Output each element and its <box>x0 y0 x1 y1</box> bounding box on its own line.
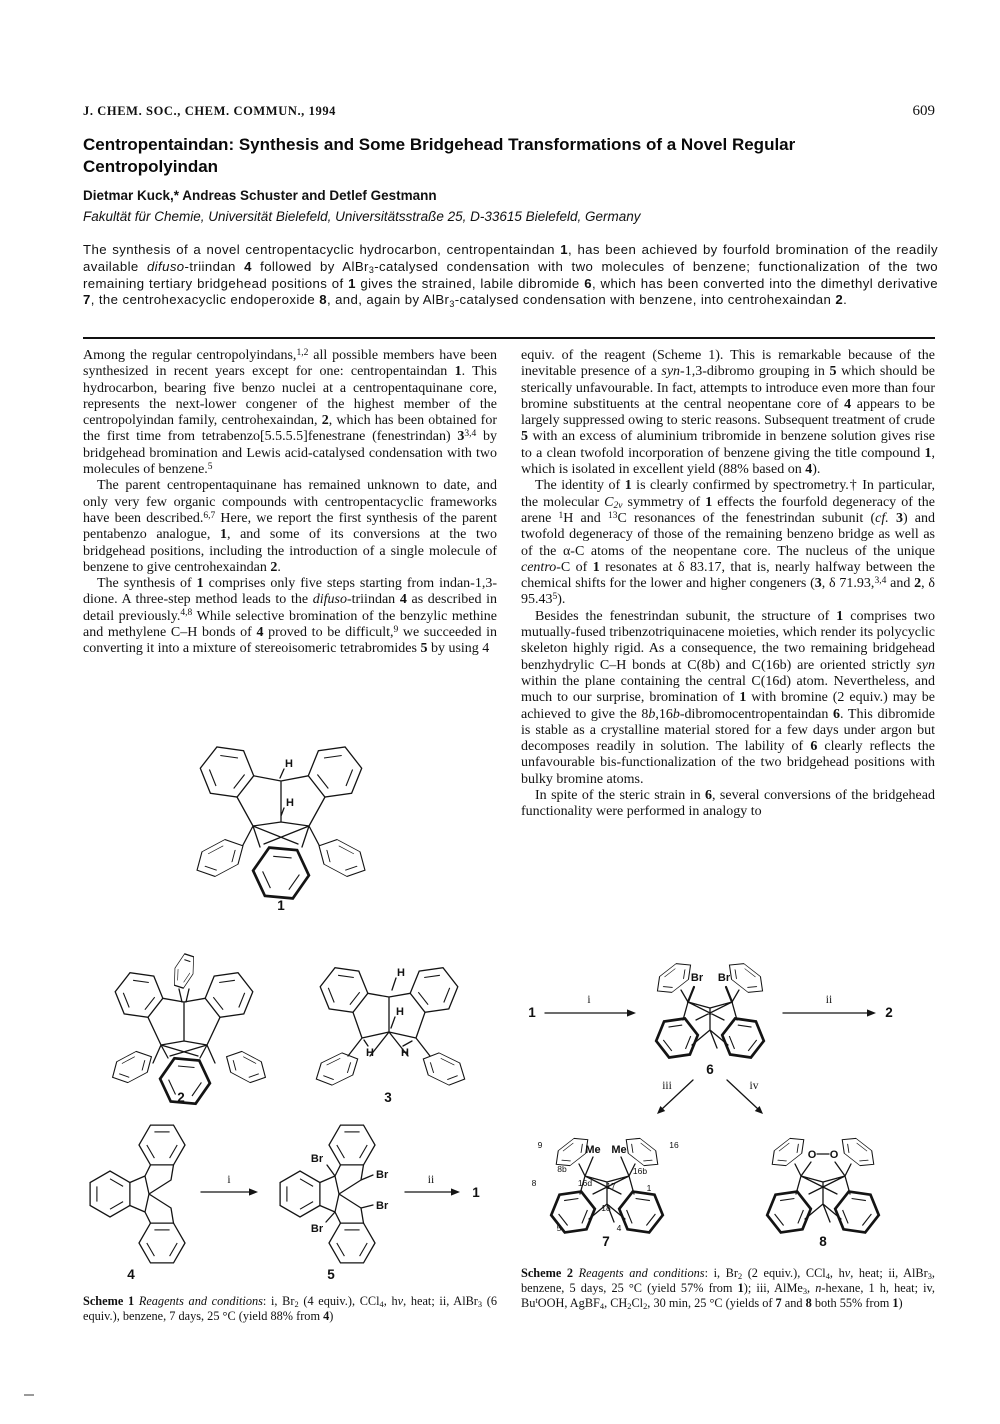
abstract-divider-rule <box>83 337 935 339</box>
aromatic-inner-bond <box>228 850 240 862</box>
right-column <box>521 348 935 821</box>
step-label-ii: ii <box>427 1174 435 1186</box>
article-title: Centropentaindan: Synthesis and Some Bridgehead Transformations of a Novel Regular Centropolyindan <box>83 135 796 176</box>
h-atom-label: H <box>366 1047 374 1059</box>
step-label-iv: iv <box>749 1080 759 1092</box>
aromatic-inner-bond <box>780 1199 794 1201</box>
compound-label-2: 2 <box>177 1090 185 1105</box>
aromatic-inner-bond <box>747 982 757 992</box>
structure-7 <box>532 1132 679 1249</box>
aromatic-inner-bond <box>663 982 673 992</box>
reaction-arrow-iii <box>657 1080 693 1114</box>
aromatic-inner-bond <box>563 1143 573 1151</box>
benzo-ring <box>410 968 458 1013</box>
aromatic-inner-bond <box>748 1040 757 1051</box>
benzo-ring <box>205 973 253 1018</box>
aromatic-inner-bond <box>663 1040 672 1051</box>
compound-label-7: 7 <box>602 1234 610 1249</box>
aromatic-inner-bond <box>170 1243 178 1256</box>
aromatic-inner-bond <box>738 1025 752 1027</box>
aromatic-inner-bond <box>360 1243 368 1256</box>
aromatic-inner-bond <box>679 969 689 979</box>
aromatic-inner-bond <box>138 1060 148 1070</box>
scheme-2-figure <box>521 948 935 1260</box>
position-label: 18 <box>601 1203 611 1213</box>
aromatic-inner-bond <box>731 969 741 979</box>
aromatic-inner-bond <box>338 975 354 977</box>
page-number: 609 <box>912 103 935 119</box>
aromatic-inner-bond <box>686 1036 691 1049</box>
aromatic-inner-bond <box>641 1143 651 1151</box>
aromatic-inner-bond <box>862 1214 871 1226</box>
structure-2-figure <box>95 953 310 1115</box>
compound-label-4: 4 <box>127 1267 135 1282</box>
step-label-i: i <box>587 994 591 1006</box>
h-atom-label: H <box>401 1047 409 1059</box>
aromatic-inner-bond <box>646 1214 655 1226</box>
aromatic-inner-bond <box>234 775 245 789</box>
aromatic-inner-bond <box>564 1199 578 1201</box>
aromatic-inner-bond <box>239 993 245 1008</box>
aromatic-inner-bond <box>798 1210 804 1223</box>
aromatic-inner-bond <box>360 1145 368 1158</box>
reaction-arrow-i <box>545 994 636 1017</box>
bond-network <box>348 978 430 1056</box>
br-atom-label: Br <box>310 1153 324 1165</box>
aromatic-inner-bond <box>328 988 334 1003</box>
aromatic-inner-bond <box>184 960 190 962</box>
aromatic-inner-bond <box>418 992 428 1005</box>
compound-label-1: 1 <box>277 898 285 913</box>
aromatic-inner-bond <box>147 1243 155 1256</box>
position-label: 9 <box>537 1140 543 1150</box>
aromatic-inner-bond <box>582 1210 588 1223</box>
benzo-ring-front <box>253 848 309 899</box>
aromatic-inner-bond <box>133 980 149 982</box>
structure-8 <box>766 1132 879 1249</box>
o-atom-label: O <box>807 1149 817 1161</box>
br-atom-label: Br <box>310 1223 324 1235</box>
aromatic-inner-bond <box>350 992 360 1005</box>
paragraph: Besides the fenestrindan subunit, the structure of 1 comprises two mutually-fused tribenzotriquinacene moieties, which render its polycyclic skeleton highly rigid. As a consequence, the two remaining bridgehead benzhydrylic C–H bonds at C(8b) and C(16b) are oriented strictly syn within the plane containing the central C(16d) atom. Nevertheless, and much to our surprise, bromination of 1 with bromine (2 equiv.) may be achieved to give the 8b,16b-dibromocentropentaindan 6. This dibromide is stable as a crystalline material stored for a few days under argon but decomposes readily in solution. The lability of 6 clearly reflects the unfavourable bis-functionalization of the two bridgehead positions with bulky bromine atoms. <box>521 608 935 787</box>
aromatic-inner-bond <box>209 770 216 787</box>
o-atom-label: O <box>829 1149 839 1161</box>
aromatic-inner-bond <box>859 1156 868 1165</box>
aromatic-inner-bond <box>145 997 155 1010</box>
aromatic-inner-bond <box>844 1144 853 1153</box>
aromatic-inner-bond <box>213 997 223 1010</box>
aromatic-inner-bond <box>110 1179 123 1187</box>
position-label: 8b <box>557 1164 567 1174</box>
structure-1-figure <box>180 736 440 924</box>
benzo-ring <box>115 973 163 1018</box>
aromatic-inner-bond <box>344 1062 354 1073</box>
aromatic-inner-bond <box>636 1199 650 1201</box>
aromatic-inner-bond <box>779 1143 789 1151</box>
product-label-1: 1 <box>472 1185 480 1200</box>
position-label: 17 <box>606 1181 616 1191</box>
structure-5 <box>280 1125 389 1282</box>
structure-6 <box>651 957 768 1077</box>
author-line: Dietmar Kuck,* Andreas Schuster and Detlef Gestmann <box>83 188 437 203</box>
scheme-1-figure <box>83 1122 497 1290</box>
position-label: 8 <box>531 1178 537 1188</box>
benzo-ring-top <box>170 953 198 990</box>
aromatic-inner-bond <box>220 756 238 759</box>
me-group-label: Me <box>585 1144 601 1156</box>
aromatic-inner-bond <box>729 1036 734 1049</box>
reaction-arrow-i <box>201 1174 258 1196</box>
aromatic-inner-bond <box>175 969 181 980</box>
benzo-ring-front <box>160 1058 210 1103</box>
aromatic-inner-bond <box>346 770 353 787</box>
compound-label-5: 5 <box>327 1267 335 1282</box>
aromatic-inner-bond <box>793 1144 802 1153</box>
paragraph: Among the regular centropolyindans,$^{1,2}$ all possible members have been synthesized in recent years except for one: centropentaindan 1. This hydrocarbon, bearing five benzo nuclei at a centropentaquinane core, represents the next-lower congener of the highest member of the centropolyindan family, centrohexaindan, 2, which has been obtained for the first time from tetrabenzo[5.5.5.5]fenestrane (fenestrindan) 3$^{3,4}$ by bridgehead bromination and Lewis acid-catalysed condensation with two molecules of benzene.$^5$ <box>83 347 497 478</box>
aromatic-inner-bond <box>289 875 300 890</box>
benzo-ring-wing <box>107 1046 157 1088</box>
aromatic-inner-bond <box>643 1156 652 1165</box>
aromatic-inner-bond <box>273 856 291 858</box>
margin-mark <box>24 1394 34 1396</box>
position-label: 1 <box>646 1183 652 1193</box>
aromatic-inner-bond <box>843 1210 849 1223</box>
aromatic-inner-bond <box>178 1066 195 1068</box>
structure-3-figure <box>308 956 478 1114</box>
aromatic-inner-bond <box>447 1072 457 1083</box>
aromatic-inner-bond <box>628 1144 637 1153</box>
aromatic-inner-bond <box>852 1199 866 1201</box>
aromatic-inner-bond <box>249 1070 259 1080</box>
benzo-ring-wing <box>418 1048 470 1090</box>
benzo-ring-wing <box>311 1048 363 1090</box>
paragraph: The parent centropentaquinane has remained unknown to date, and only very few organic compounds with centropentacyclic frameworks have been described.$^{6,7}$ Here, we report the first synthesis of the parent pentabenzo analogue, 1, and some of its conversions at the two bridgehead positions, including the introduction of a single molecule of benzene to give centrohexaindan 2. <box>83 478 497 575</box>
aromatic-inner-bond <box>119 1070 129 1080</box>
aromatic-inner-bond <box>147 1145 155 1158</box>
aromatic-inner-bond <box>170 1145 178 1158</box>
scheme-2-caption: Scheme 2 Reagents and conditions: i, $Br_2$ (2 equiv.), CCl$_4$, hν, heat; ii, AlBr$_3$, benzene, 5 days, 25 °C (yield 57% from 1); iii, AlMe$_3$, n-hexane, 1 h, heat; iv, Bu$^t$OOH, AgBF$_4$, $CH_2Cl_2$, 30 min, 25 °C (yields of 7 and 8 both 55% from 1) <box>521 1266 935 1311</box>
aromatic-inner-bond <box>444 988 450 1003</box>
reaction-arrow-ii <box>783 994 876 1017</box>
reaction-arrow-iv <box>727 1080 763 1114</box>
aromatic-inner-bond <box>745 969 756 977</box>
position-label: 5 <box>556 1223 562 1233</box>
aromatic-inner-bond <box>775 1214 784 1226</box>
arrowhead <box>627 1009 636 1016</box>
step-label-ii: ii <box>825 994 833 1006</box>
benzo-ring-wing <box>190 833 249 882</box>
position-label: 16 <box>669 1140 679 1150</box>
aromatic-inner-bond <box>219 980 235 982</box>
aromatic-inner-bond <box>322 850 334 862</box>
aromatic-inner-bond <box>263 871 271 888</box>
benzo-ring <box>308 747 361 797</box>
aromatic-inner-bond <box>317 775 328 789</box>
journal-citation: J. CHEM. SOC., CHEM. COMMUN., 1994 <box>83 104 337 118</box>
benzo-ring-wing <box>312 833 371 882</box>
h-atom-label: H <box>397 967 405 979</box>
benzo-ring <box>200 747 253 797</box>
aromatic-inner-bond <box>300 1179 313 1187</box>
position-label: 16b <box>632 1166 648 1176</box>
aromatic-inner-bond <box>184 972 190 983</box>
scheme-1-caption: Scheme 1 Reagents and conditions: i, $Br_2$ (4 equiv.), CCl$_4$, hν, heat; ii, AlBr$_3$ (6 equiv.), benzene, 7 days, 25 °C (yield 88% from 4) <box>83 1294 498 1323</box>
aromatic-inner-bond <box>205 862 217 874</box>
benzo-ring <box>320 968 368 1013</box>
aromatic-inner-bond <box>627 1210 633 1223</box>
aromatic-inner-bond <box>664 969 675 977</box>
start-label-1: 1 <box>528 1005 536 1020</box>
aromatic-inner-bond <box>192 1082 201 1096</box>
aromatic-inner-bond <box>669 1025 683 1027</box>
h-atom-label: H <box>286 797 294 809</box>
aromatic-inner-bond <box>345 862 357 874</box>
h-atom-label: H <box>285 758 293 770</box>
reaction-arrow-ii <box>405 1174 460 1196</box>
br-atom-label: Br <box>717 972 731 984</box>
left-column <box>83 348 497 658</box>
affiliation: Fakultät für Chemie, Universität Bielefeld, Universitätsstraße 25, D-33615 Bielefeld, Germany <box>83 209 641 224</box>
product-label-2: 2 <box>885 1005 893 1020</box>
br-atom-label: Br <box>690 972 704 984</box>
arrowhead <box>249 1188 258 1195</box>
step-label-i: i <box>227 1174 231 1186</box>
aromatic-inner-bond <box>427 1062 437 1073</box>
aromatic-inner-bond <box>169 1080 176 1095</box>
paragraph: In spite of the steric strain in 6, several conversions of the bridgehead functionality were performed in analogy to <box>521 788 935 820</box>
aromatic-inner-bond <box>337 1243 345 1256</box>
step-label-iii: iii <box>662 1080 672 1092</box>
structure-4 <box>90 1125 185 1282</box>
compound-label-6: 6 <box>706 1062 714 1077</box>
bond-network <box>148 989 220 1063</box>
aromatic-inner-bond <box>778 1156 787 1165</box>
aromatic-inner-bond <box>324 756 342 759</box>
page-header <box>83 103 935 120</box>
position-label: 4 <box>616 1223 622 1233</box>
arrowhead <box>451 1188 460 1195</box>
paragraph: The synthesis of 1 comprises only five steps starting from indan-1,3-dione. A three-step method leads to the difuso-triindan 4 as described in detail previously.$^{4,8}$ While selective bromination of the benzylic methine and methylene C–H bonds of 4 proved to be difficult,$^9$ we succeeded in converting it into a mixture of stereoisomeric tetrabromides 5 by using 4 <box>83 576 498 657</box>
aromatic-inner-bond <box>110 1202 123 1210</box>
h-atom-label: H <box>396 1006 404 1018</box>
arrowhead <box>867 1009 876 1016</box>
abstract: The synthesis of a novel centropentacyclic hydrocarbon, centropentaindan 1, has been achieved by fourfold bromination of the readily available difuso-triindan 4 followed by AlBr$_3$-catalysed condensation with two molecules of benzene; functionalization of the two remaining tertiary bridgehead positions of 1 gives the strained, labile dibromide 6, which has been converted into the dimethyl derivative 7, the centrohexacyclic endoperoxide 8, and, again by AlBr$_3$-catalysed condensation with benzene, into centrohexaindan 2. <box>83 242 938 309</box>
paragraph: equiv. of the reagent (Scheme 1). This is remarkable because of the inevitable presence of a syn-1,3-dibromo grouping in 5 which should be sterically unfavourable. In fact, attempts to introduce even more than four bromine substituents at the central neopentane core of 4 appears to be largely suppressed owing to steric reasons. Subsequent treatment of crude 5 with an excess of aluminium tribromide in benzene solution gives rise to a clean twofold incorporation of benzene giving the title compound 1, which is isolated in excellent yield (88% based on 4). <box>521 348 936 478</box>
aromatic-inner-bond <box>123 993 129 1008</box>
aromatic-inner-bond <box>424 975 440 977</box>
me-group-label: Me <box>611 1144 627 1156</box>
paragraph: The identity of 1 is clearly confirmed by spectrometry.† In particular, the molecular $C_{2v}$ symmetry of 1 effects the fourfold degeneracy of the arene $^1$H and $^{13}$C resonances of the fenestrindan subunit (cf. 3) and twofold degeneracy of those of the remaining benzeno bridge as well as of the α-C atoms of the neopentane core. The nucleus of the unique centro-C of 1 resonates at δ 83.17, that is, nearly halfway between the chemical shifts for the lower and higher congeners (3, δ 71.93,$^{3,4}$ and 2, δ 95.43$^5$). <box>521 478 936 608</box>
benzo-ring-wing <box>221 1046 271 1088</box>
br-atom-label: Br <box>376 1200 389 1212</box>
position-label: 16d <box>577 1178 593 1188</box>
aromatic-inner-bond <box>337 1145 345 1158</box>
compound-label-8: 8 <box>819 1234 827 1249</box>
aromatic-inner-bond <box>857 1143 867 1151</box>
aromatic-inner-bond <box>323 1072 333 1083</box>
aromatic-inner-bond <box>300 1202 313 1210</box>
compound-label-3: 3 <box>384 1090 392 1105</box>
aromatic-inner-bond <box>230 1060 240 1070</box>
br-atom-label: Br <box>376 1169 389 1181</box>
